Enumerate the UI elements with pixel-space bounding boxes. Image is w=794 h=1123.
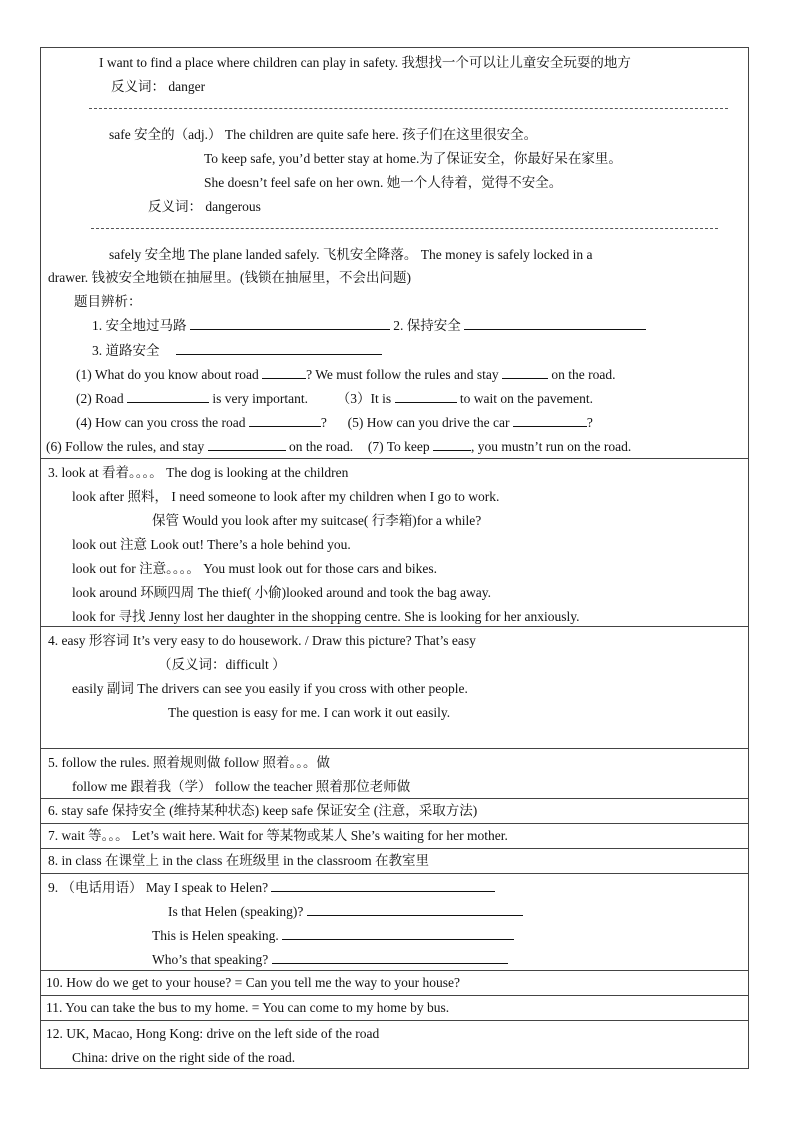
question-text: (7) To keep xyxy=(367,439,430,454)
answer-blank[interactable] xyxy=(433,438,471,451)
safe-adj-line: safe 安全的（adj.） The children are quite safe here. 孩子们在这里很安全。 xyxy=(109,127,538,142)
stay-safe-line: 6. stay safe 保持安全 (维持某种状态) keep safe 保证安全 (注意，采取方法) xyxy=(48,803,478,818)
question-text: (2) Road xyxy=(76,391,124,406)
question-row-1 xyxy=(76,366,615,384)
answer-blank[interactable] xyxy=(502,366,548,379)
safely-line: safely 安全地 The plane landed safely. 飞机安全降落。 The money is safely locked in a xyxy=(109,247,593,262)
phone-line-3 xyxy=(152,927,514,945)
question-text: (1) What do you know about road xyxy=(76,367,259,382)
question-text: is very important. xyxy=(212,391,308,406)
antonym-danger: 反义词： danger xyxy=(111,79,206,94)
easily-example: The question is easy for me. I can work it out easily. xyxy=(168,705,451,720)
answer-blank[interactable] xyxy=(307,903,523,916)
section-safe xyxy=(41,48,748,458)
in-class-line: 8. in class 在课堂上 in the class 在班级里 in the classroom 在教室里 xyxy=(48,853,429,868)
exercise-row-2 xyxy=(92,342,382,360)
answer-blank[interactable] xyxy=(282,927,514,940)
question-text: （3）It is xyxy=(336,391,392,406)
answer-blank[interactable] xyxy=(127,390,209,403)
way-line: 10. How do we get to your house? = Can you tell me the way to your house? xyxy=(46,975,461,990)
answer-blank[interactable] xyxy=(272,951,508,964)
follow-line-1: 5. follow the rules. 照着规则做 follow 照着。。。做 xyxy=(48,755,330,770)
question-text: (5) How can you drive the car xyxy=(347,415,510,430)
section-follow xyxy=(41,748,748,798)
look-around-line: look around 环顾四周 The thief( 小偷)looked around and took the bag away. xyxy=(72,585,492,600)
question-text: ? We must follow the rules and stay xyxy=(306,367,499,382)
exercise-row-1 xyxy=(92,317,646,335)
question-text: to wait on the pavement. xyxy=(459,391,593,406)
phone-line-1 xyxy=(48,879,495,897)
question-text: ? xyxy=(586,415,593,430)
look-after-line: look after 照料， I need someone to look after my children when I go to work. xyxy=(72,489,500,504)
question-row-2 xyxy=(76,390,593,408)
exercise-item-1: 1. 安全地过马路 xyxy=(92,318,187,333)
drive-line-2: China: drive on the right side of the road. xyxy=(72,1050,296,1065)
divider xyxy=(89,108,728,109)
phone-text: This is Helen speaking. xyxy=(152,928,279,943)
phone-text: 9. （电话用语） May I speak to Helen? xyxy=(48,880,269,895)
answer-blank[interactable] xyxy=(208,438,286,451)
easy-antonym: （反义词：difficult ） xyxy=(158,657,286,672)
safe-example-2: To keep safe, you’d better stay at home.为了保证安全，你最好呆在家里。 xyxy=(204,151,622,166)
look-at-line: 3. look at 看着。。。。 The dog is looking at the children xyxy=(48,465,349,480)
question-text: on the road. xyxy=(551,367,616,382)
look-for-line: look for 寻找 Jenny lost her daughter in the shopping centre. She is looking for her anxiously. xyxy=(72,609,580,624)
question-text: , you mustn’t run on the road. xyxy=(471,439,632,454)
phone-line-2 xyxy=(168,903,523,921)
section-bus xyxy=(41,995,748,1020)
look-after-keep-line: 保管 Would you look after my suitcase( 行李箱)for a while? xyxy=(152,513,482,528)
question-row-4 xyxy=(46,438,631,456)
phone-text: Is that Helen (speaking)? xyxy=(168,904,304,919)
worksheet-table xyxy=(40,47,749,1069)
section-way xyxy=(41,970,748,995)
safely-line-cont: drawer. 钱被安全地锁在抽屉里。(钱锁在抽屉里，不会出问题) xyxy=(48,270,411,285)
safe-example-3: She doesn’t feel safe on her own. 她一个人待着，觉得不安全。 xyxy=(204,175,563,190)
exercise-item-2: 2. 保持安全 xyxy=(393,318,461,333)
phone-text: Who’s that speaking? xyxy=(152,952,269,967)
answer-blank[interactable] xyxy=(513,414,587,427)
drive-line-1: 12. UK, Macao, Hong Kong: drive on the left side of the road xyxy=(46,1026,380,1041)
safety-example-line: I want to find a place where children can play in safety. 我想找一个可以让儿童安全玩耍的地方 xyxy=(99,55,631,70)
follow-line-2: follow me 跟着我（学） follow the teacher 照着那位老师做 xyxy=(72,779,411,794)
look-out-for-line: look out for 注意。。。。 You must look out for those cars and bikes. xyxy=(72,561,437,576)
answer-blank[interactable] xyxy=(249,414,321,427)
section-drive xyxy=(41,1020,748,1068)
answer-blank[interactable] xyxy=(176,342,382,355)
section-stay-safe xyxy=(41,798,748,823)
section-easy xyxy=(41,626,748,748)
bus-line: 11. You can take the bus to my home. = You can come to my home by bus. xyxy=(46,1000,450,1015)
question-text: (6) Follow the rules, and stay xyxy=(46,439,205,454)
wait-line: 7. wait 等。。。 Let’s wait here. Wait for 等某物或某人 She’s waiting for her mother. xyxy=(48,828,508,843)
answer-blank[interactable] xyxy=(262,366,306,379)
exercise-item-3: 3. 道路安全 xyxy=(92,343,160,358)
question-text: on the road. xyxy=(288,439,354,454)
divider xyxy=(91,228,718,229)
section-look xyxy=(41,458,748,626)
answer-blank[interactable] xyxy=(271,879,495,892)
section-phone xyxy=(41,873,748,970)
exercise-heading: 题目辨析： xyxy=(74,294,142,309)
easy-line: 4. easy 形容词 It’s very easy to do housework. / Draw this picture? That’s easy xyxy=(48,633,476,648)
question-text: (4) How can you cross the road xyxy=(76,415,246,430)
phone-line-4 xyxy=(152,951,508,969)
easily-line: easily 副词 The drivers can see you easily if you cross with other people. xyxy=(72,681,468,696)
section-wait xyxy=(41,823,748,848)
answer-blank[interactable] xyxy=(464,317,646,330)
question-text: ? xyxy=(320,415,327,430)
question-row-3 xyxy=(76,414,593,432)
answer-blank[interactable] xyxy=(395,390,457,403)
look-out-line: look out 注意 Look out! There’s a hole behind you. xyxy=(72,537,351,552)
answer-blank[interactable] xyxy=(190,317,390,330)
antonym-dangerous: 反义词： dangerous xyxy=(148,199,261,214)
section-in-class xyxy=(41,848,748,873)
